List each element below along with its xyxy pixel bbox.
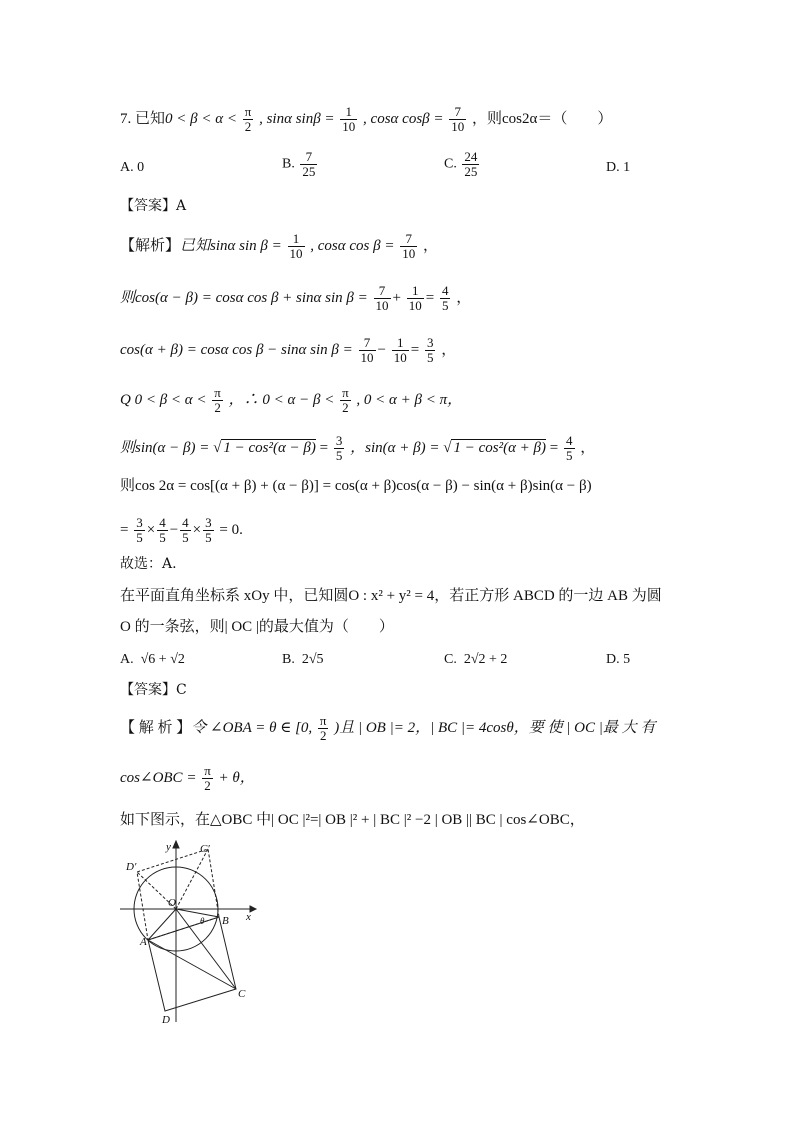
q7-option-d: D. 1 [606, 160, 631, 175]
label-y: y [166, 841, 171, 853]
q8-option-d: D. 5 [606, 652, 631, 667]
q7-analysis-line-3: cos(α + β) = cosα cos β − sinα sin β = $\frac{7}{10}$ − $\frac{1}{10}$ = $\frac{3}{5}$ ， [120, 335, 457, 365]
x-axis-arrow [250, 906, 256, 912]
q7-analysis-line-5: 则sin(α − β) = √ 1 − cos²(α − β) = $\frac{3}{5}$ ，sin(α + β) = √ 1 − cos²(α + β) = $\frac{4}{5}$ ， [120, 433, 596, 463]
q8-option-c: C. 2√2 + 2 [444, 652, 508, 667]
square-abc-prime-d-prime [137, 849, 219, 940]
label-theta: θ [200, 916, 205, 926]
q7-analysis-line-2: 则cos(α − β) = cosα cos β + sinα sin β = $\frac{7}{10}$ + $\frac{1}{10}$ = $\frac{4}{5}$ ， [120, 283, 472, 313]
q7-answer: 【答案】A [120, 198, 187, 214]
q8-stem-line-2: O 的一条弦，则| OC |的最大值为（ ） [120, 619, 394, 635]
q8-analysis-line-2: cos∠OBC = $\frac{\pi}{2}$ + θ， [120, 763, 255, 793]
q8-analysis-line-1: 【 解 析 】令 ∠OBA = θ ∈ [0, $\frac{\pi}{2}$ )且 | OB |= 2，| BC |= 4cosθ，要 使 | OC |最 大 有 [120, 713, 656, 743]
q7-analysis-line-6: 则cos 2α = cos[(α + β) + (α − β)] = cos(α + β)cos(α − β) − sin(α + β)sin(α − β) [120, 478, 592, 494]
q7-option-a: A. 0 [120, 160, 145, 175]
label-a: A [140, 936, 147, 948]
q7-stem: 7. 已知0 < β < α < $\frac{\pi}{2}$ , sinα sinβ = $\frac{1}{10}$ , cosα cosβ = $\frac{7}{10}$ ，则cos2α＝（ ） [120, 104, 613, 134]
q7-analysis-line-7: = $\frac{3}{5}$ × $\frac{4}{5}$ − $\frac{4}{5}$ × $\frac{3}{5}$ = 0. [120, 515, 243, 545]
label-d-prime: D′ [126, 861, 137, 873]
q7-conclusion: 故选：A. [120, 556, 177, 572]
q8-option-a: A. √6 + √2 [120, 652, 185, 667]
q7-analysis-line-4: Q 0 < β < α < $\frac{\pi}{2}$ ，∴ 0 < α − β < $\frac{\pi}{2}$ , 0 < α + β < π， [120, 385, 463, 415]
q8-analysis-line-3: 如下图示，在△OBC 中| OC |²=| OB |² + | BC |² −2 | OB || BC | cos∠OBC， [120, 812, 585, 828]
label-c-prime: C′ [200, 843, 210, 855]
q8-stem-line-1: 在平面直角坐标系 xOy 中，已知圆O : x² + y² = 4，若正方形 ABCD 的一边 AB 为圆 [120, 588, 662, 604]
label-b: B [222, 915, 229, 927]
q7-option-c: C. $\frac{24}{25}$ [444, 149, 478, 179]
label-x: x [246, 911, 251, 923]
y-axis-arrow [173, 841, 179, 848]
q7-analysis-line-1: 【解析】已知sinα sin β = $\frac{1}{10}$ , cosα cos β = $\frac{7}{10}$ ， [120, 231, 438, 261]
label-d: D [162, 1014, 170, 1025]
segment-ob [176, 909, 219, 917]
label-o: O [168, 897, 176, 909]
label-c: C [238, 988, 246, 1000]
q8-geometry-figure [118, 840, 268, 1025]
q7-option-b: B. $\frac{7}{25}$ [282, 149, 316, 179]
q8-option-b: B. 2√5 [282, 652, 324, 667]
q8-answer: 【答案】C [120, 682, 187, 698]
